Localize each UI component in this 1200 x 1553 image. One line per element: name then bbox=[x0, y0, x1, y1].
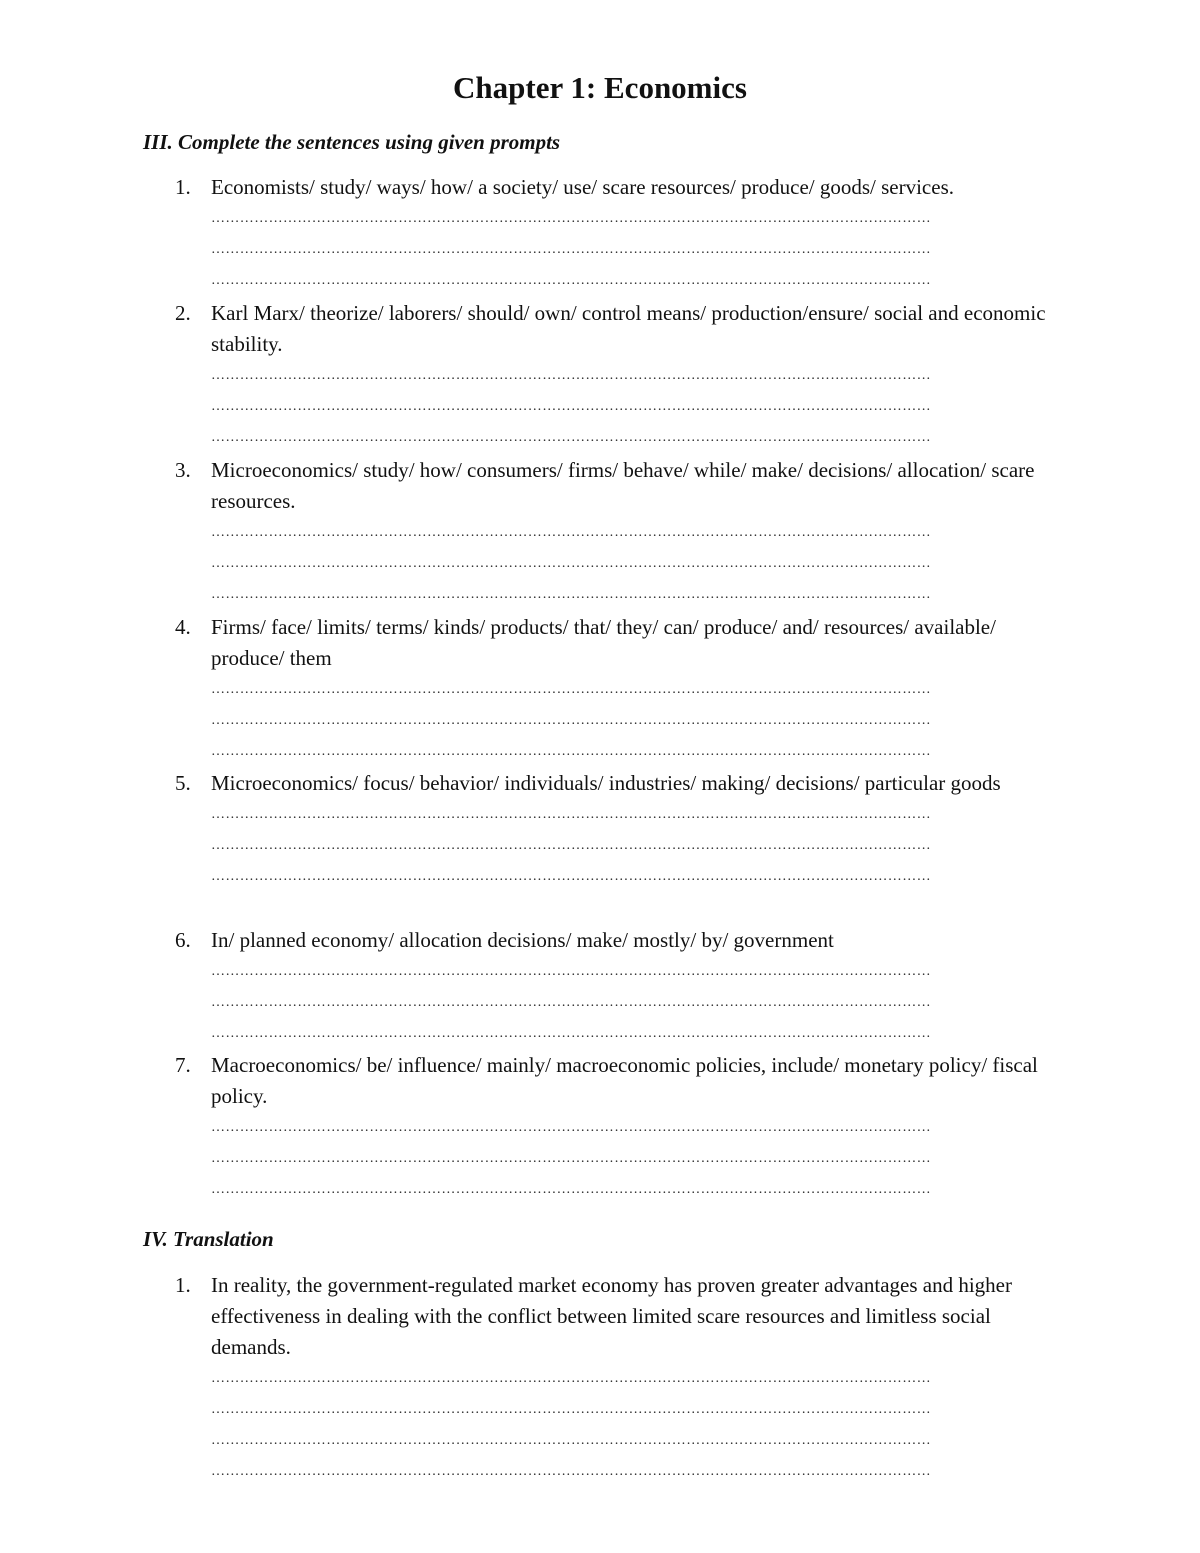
answer-line[interactable]: …………………………………………………………………………………………………………………………………… bbox=[211, 744, 931, 759]
page-title: Chapter 1: Economics bbox=[453, 70, 747, 105]
answer-line[interactable]: …………………………………………………………………………………………………………………………………… bbox=[211, 1371, 931, 1386]
answer-line[interactable]: …………………………………………………………………………………………………………………………………… bbox=[211, 869, 931, 884]
exercise-item-5 bbox=[175, 768, 1055, 892]
answer-line[interactable]: …………………………………………………………………………………………………………………………………… bbox=[211, 964, 931, 979]
exercise-item-3 bbox=[175, 455, 1055, 610]
answer-line[interactable]: …………………………………………………………………………………………………………………………………… bbox=[211, 995, 931, 1010]
answer-line[interactable]: …………………………………………………………………………………………………………………………………… bbox=[211, 399, 931, 414]
answer-line[interactable]: …………………………………………………………………………………………………………………………………… bbox=[211, 838, 931, 853]
exercise-item-1 bbox=[175, 172, 1055, 296]
translation-item-1 bbox=[175, 1270, 1055, 1487]
exercise-item-7 bbox=[175, 1050, 1055, 1205]
answer-line[interactable]: …………………………………………………………………………………………………………………………………… bbox=[211, 587, 931, 602]
section-heading-complete-sentences: III. Complete the sentences using given prompts bbox=[143, 130, 561, 154]
section-heading-translation: IV. Translation bbox=[143, 1227, 274, 1251]
exercise-item-4 bbox=[175, 612, 1055, 767]
item-prompt: Economists/ study/ ways/ how/ a society/ use/ scare resources/ produce/ goods/ services. bbox=[211, 175, 954, 199]
item-number: 2. bbox=[175, 301, 191, 325]
item-number: 6. bbox=[175, 928, 191, 952]
answer-line[interactable]: …………………………………………………………………………………………………………………………………… bbox=[211, 368, 931, 383]
answer-line[interactable]: …………………………………………………………………………………………………………………………………… bbox=[211, 1182, 931, 1197]
answer-line[interactable]: …………………………………………………………………………………………………………………………………… bbox=[211, 807, 931, 822]
answer-line[interactable]: …………………………………………………………………………………………………………………………………… bbox=[211, 242, 931, 257]
answer-line[interactable]: …………………………………………………………………………………………………………………………………… bbox=[211, 525, 931, 540]
answer-line[interactable]: …………………………………………………………………………………………………………………………………… bbox=[211, 430, 931, 445]
item-number: 5. bbox=[175, 771, 191, 795]
item-prompt: Microeconomics/ focus/ behavior/ individuals/ industries/ making/ decisions/ particular goods bbox=[211, 771, 1001, 795]
answer-line[interactable]: …………………………………………………………………………………………………………………………………… bbox=[211, 1026, 931, 1041]
item-number: 7. bbox=[175, 1053, 191, 1077]
answer-line[interactable]: …………………………………………………………………………………………………………………………………… bbox=[211, 682, 931, 697]
exercise-item-6 bbox=[175, 925, 1055, 1049]
item-prompt: In/ planned economy/ allocation decisions/ make/ mostly/ by/ government bbox=[211, 928, 834, 952]
item-number: 4. bbox=[175, 615, 191, 639]
answer-line[interactable]: …………………………………………………………………………………………………………………………………… bbox=[211, 1151, 931, 1166]
item-prompt: In reality, the government-regulated market economy has proven greater advantages and higher effectiveness in dealing with the conflict between limited scare resources and limitless social demands. bbox=[211, 1273, 1012, 1359]
answer-line[interactable]: …………………………………………………………………………………………………………………………………… bbox=[211, 211, 931, 226]
answer-line[interactable]: …………………………………………………………………………………………………………………………………… bbox=[211, 1464, 931, 1479]
item-number: 1. bbox=[175, 175, 191, 199]
answer-line[interactable]: …………………………………………………………………………………………………………………………………… bbox=[211, 1433, 931, 1448]
answer-line[interactable]: …………………………………………………………………………………………………………………………………… bbox=[211, 273, 931, 288]
item-prompt: Firms/ face/ limits/ terms/ kinds/ products/ that/ they/ can/ produce/ and/ resources/ available/ produce/ them bbox=[211, 615, 996, 670]
item-prompt: Macroeconomics/ be/ influence/ mainly/ macroeconomic policies, include/ monetary policy/ fiscal policy. bbox=[211, 1053, 1038, 1108]
answer-line[interactable]: …………………………………………………………………………………………………………………………………… bbox=[211, 556, 931, 571]
answer-line[interactable]: …………………………………………………………………………………………………………………………………… bbox=[211, 1402, 931, 1417]
answer-line[interactable]: …………………………………………………………………………………………………………………………………… bbox=[211, 1120, 931, 1135]
item-number: 1. bbox=[175, 1273, 191, 1297]
answer-line[interactable]: …………………………………………………………………………………………………………………………………… bbox=[211, 713, 931, 728]
item-number: 3. bbox=[175, 458, 191, 482]
exercise-item-2 bbox=[175, 298, 1055, 453]
item-prompt: Microeconomics/ study/ how/ consumers/ firms/ behave/ while/ make/ decisions/ allocation/ scare resources. bbox=[211, 458, 1035, 513]
item-prompt: Karl Marx/ theorize/ laborers/ should/ own/ control means/ production/ensure/ social and economic stability. bbox=[211, 301, 1046, 356]
